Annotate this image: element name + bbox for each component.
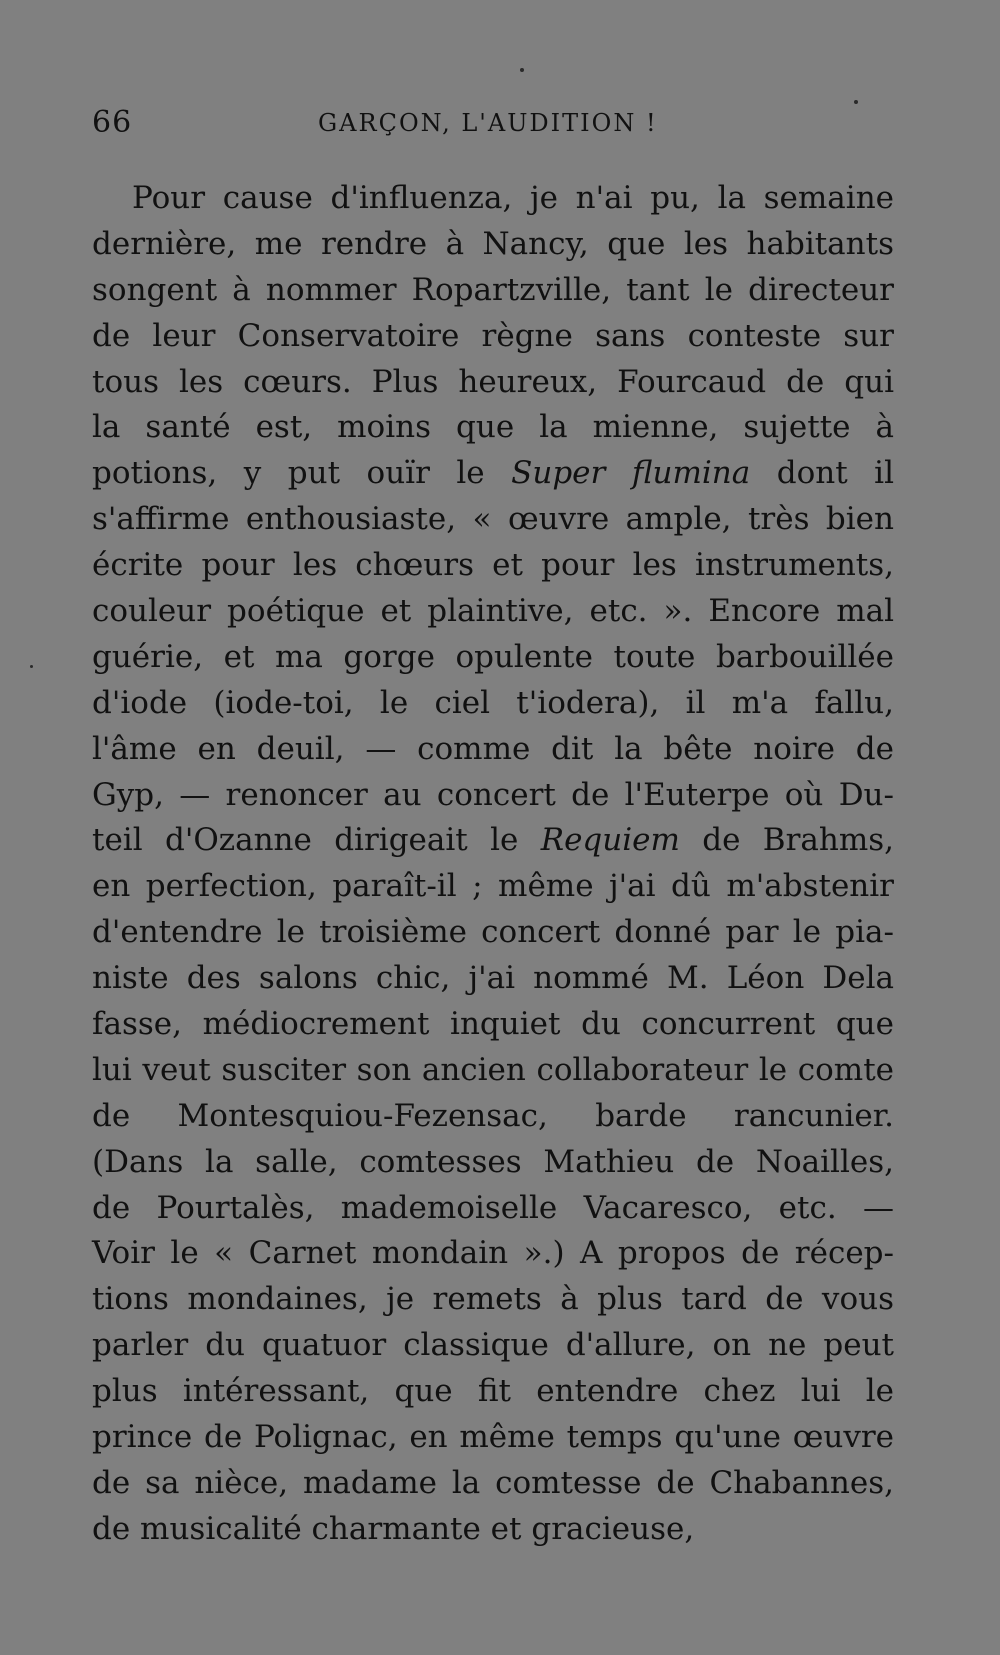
text-segment: parler du quatuor classique d'allure, on ne peut bbox=[92, 1327, 894, 1364]
text-line bbox=[92, 635, 894, 681]
body-text bbox=[92, 176, 894, 1553]
text-line bbox=[92, 1369, 894, 1415]
text-line bbox=[92, 910, 894, 956]
scan-speck bbox=[520, 68, 524, 72]
text-segment: potions, y put ouïr le bbox=[92, 455, 512, 492]
scan-speck bbox=[30, 665, 33, 668]
text-line bbox=[92, 543, 894, 589]
text-line bbox=[92, 1140, 894, 1186]
text-segment: teil d'Ozanne dirigeait le bbox=[92, 822, 541, 859]
text-segment: (Dans la salle, comtesses Mathieu de Noailles, bbox=[92, 1143, 894, 1180]
text-line bbox=[92, 314, 894, 360]
text-line bbox=[92, 497, 894, 543]
text-segment: fasse, médiocrement inquiet du concurrent que bbox=[92, 1006, 894, 1043]
text-segment: couleur poétique et plaintive, etc. ». Encore mal bbox=[92, 593, 894, 630]
text-segment: tous les cœurs. Plus heureux, Fourcaud de qui bbox=[92, 363, 894, 400]
text-line bbox=[92, 1231, 894, 1277]
text-line bbox=[92, 268, 894, 314]
text-segment: niste des salons chic, j'ai nommé M. Léon Dela bbox=[92, 960, 894, 997]
text-line bbox=[92, 1094, 894, 1140]
text-segment: de Montesquiou-Fezensac, barde rancunier. bbox=[92, 1097, 894, 1134]
text-segment: en perfection, paraît-il ; même j'ai dû m'abstenir bbox=[92, 868, 894, 905]
text-line bbox=[92, 176, 894, 222]
text-line bbox=[92, 681, 894, 727]
text-segment: songent à nommer Ropartzville, tant le directeur bbox=[92, 271, 894, 308]
text-line bbox=[92, 1415, 894, 1461]
text-segment: prince de Polignac, en même temps qu'une œuvre bbox=[92, 1419, 894, 1456]
text-line bbox=[92, 360, 894, 406]
text-segment: plus intéressant, que fit entendre chez lui le bbox=[92, 1373, 894, 1410]
text-line bbox=[92, 1186, 894, 1232]
text-segment: d'entendre le troisième concert donné par le pia- bbox=[92, 914, 894, 951]
page-number: 66 bbox=[92, 105, 133, 140]
text-segment: de leur Conservatoire règne sans conteste sur bbox=[92, 317, 894, 354]
text-line bbox=[92, 222, 894, 268]
text-segment: s'affirme enthousiaste, « œuvre ample, très bien bbox=[92, 501, 894, 538]
text-segment: Pour cause d'influenza, je n'ai pu, la semaine bbox=[132, 180, 894, 216]
text-segment: de sa nièce, madame la comtesse de Chabannes, bbox=[92, 1464, 894, 1501]
text-segment: de musicalité charmante et gracieuse, bbox=[92, 1510, 695, 1547]
page-header bbox=[92, 105, 892, 145]
text-segment: de Brahms, bbox=[679, 822, 894, 859]
text-line bbox=[92, 818, 894, 864]
text-line bbox=[92, 451, 894, 497]
text-line bbox=[92, 773, 894, 819]
text-line bbox=[92, 1277, 894, 1323]
text-line bbox=[92, 864, 894, 910]
text-line bbox=[92, 727, 894, 773]
running-title: GARÇON, L'AUDITION ! bbox=[318, 109, 658, 137]
italic-title: Super flumina bbox=[511, 455, 751, 492]
text-segment: la santé est, moins que la mienne, sujette à bbox=[92, 409, 894, 446]
text-line bbox=[92, 1461, 894, 1507]
italic-title: Requiem bbox=[540, 822, 680, 859]
text-segment: dont il bbox=[750, 455, 894, 492]
text-line bbox=[92, 1048, 894, 1094]
text-line bbox=[92, 1323, 894, 1369]
scan-speck bbox=[854, 100, 858, 104]
text-segment: l'âme en deuil, — comme dit la bête noire de bbox=[92, 730, 894, 767]
text-line bbox=[92, 589, 894, 635]
text-segment: d'iode (iode-toi, le ciel t'iodera), il m'a fallu, bbox=[92, 684, 894, 721]
text-line bbox=[92, 1002, 894, 1048]
text-segment: tions mondaines, je remets à plus tard de vous bbox=[92, 1281, 894, 1318]
text-line bbox=[92, 405, 894, 451]
text-segment: de Pourtalès, mademoiselle Vacaresco, etc. — bbox=[92, 1189, 894, 1226]
text-line bbox=[92, 956, 894, 1002]
text-segment: lui veut susciter son ancien collaborateur le comte bbox=[92, 1051, 894, 1088]
text-segment: Voir le « Carnet mondain ».) A propos de récep- bbox=[92, 1235, 894, 1272]
text-segment: écrite pour les chœurs et pour les instruments, bbox=[92, 547, 894, 584]
text-segment: Gyp, — renoncer au concert de l'Euterpe où Du- bbox=[92, 776, 894, 813]
text-line bbox=[92, 1507, 894, 1553]
text-segment: dernière, me rendre à Nancy, que les habitants bbox=[92, 225, 894, 262]
text-segment: guérie, et ma gorge opulente toute barbouillée bbox=[92, 638, 894, 675]
